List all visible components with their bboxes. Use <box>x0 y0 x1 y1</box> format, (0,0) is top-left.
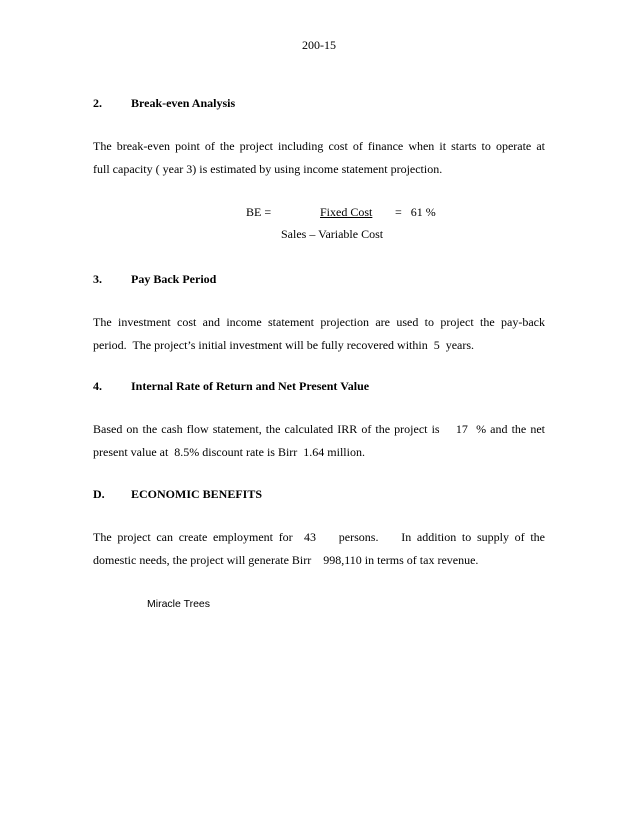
formula-denominator: Sales – Variable Cost <box>281 227 384 241</box>
section-d-number: D. <box>93 487 105 501</box>
section-2-line-2: full capacity ( year 3) is estimated by using income statement projection. <box>93 162 443 176</box>
section-4-number: 4. <box>93 379 102 393</box>
page-number: 200-15 <box>302 38 336 52</box>
section-2-line-1: The break-even point of the project including cost of finance when it starts to operate at <box>93 139 545 153</box>
section-2-heading <box>93 96 235 111</box>
section-4-line-2: present value at 8.5% discount rate is Birr 1.64 million. <box>93 445 365 459</box>
section-2-paragraph <box>93 135 545 181</box>
section-3-number: 3. <box>93 272 102 286</box>
formula-numerator: Fixed Cost <box>320 205 373 219</box>
section-4-paragraph <box>93 418 545 464</box>
formula-result: = 61 % <box>395 205 436 219</box>
section-4-title: Internal Rate of Return and Net Present Value <box>131 379 370 393</box>
section-3-title: Pay Back Period <box>131 272 217 286</box>
section-d-line-2: domestic needs, the project will generate Birr 998,110 in terms of tax revenue. <box>93 553 479 567</box>
footer-note: Miracle Trees <box>147 598 211 610</box>
section-3-line-2: period. The project’s initial investment will be fully recovered within 5 years. <box>93 338 475 352</box>
section-3-heading <box>93 272 216 287</box>
section-3-line-1: The investment cost and income statement projection are used to project the pay-back <box>93 315 545 329</box>
section-4-line-1: Based on the cash flow statement, the calculated IRR of the project is 17 % and the net <box>93 422 545 436</box>
section-4-heading <box>93 379 369 394</box>
section-d-paragraph <box>93 526 545 572</box>
section-d-title: ECONOMIC BENEFITS <box>131 487 263 501</box>
section-d-line-1: The project can create employment for 43 persons. In addition to supply of the <box>93 530 545 544</box>
formula-lhs: BE = <box>246 205 272 219</box>
section-2-number: 2. <box>93 96 102 110</box>
section-d-heading <box>93 487 262 502</box>
section-3-paragraph <box>93 311 545 357</box>
section-2-title: Break-even Analysis <box>131 96 236 110</box>
